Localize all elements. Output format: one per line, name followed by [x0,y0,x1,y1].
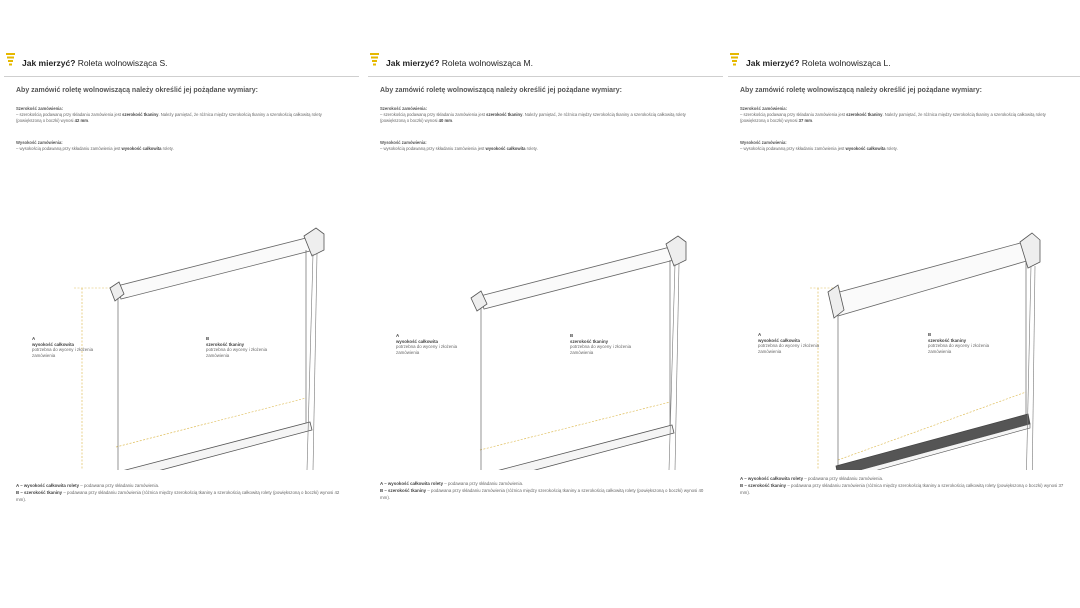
logo-icon [370,53,379,67]
roller-blind-drawing [728,170,1080,470]
logo-icon [6,53,15,67]
page-title: Jak mierzyć? Roleta wolnowisząca L. [746,58,891,68]
logo-icon [730,53,739,67]
label-b: B szerokość tkaniny potrzebna do wyceny i złożenia zamówienia [928,332,990,354]
label-b: B szerokość tkaniny potrzebna do wyceny i złożenia zamówienia [206,336,268,358]
footnote: A – wysokość całkowita rolety – podawana przy składaniu zamówienia. B – szerokość tkaniny – podawana przy składaniu zamówienia (różnica między szerokością tkaniny a szerokością całkowitą rolety (powiększoną o boczki) wynosi 42 mm). [16,483,340,502]
panel-header [4,50,359,77]
panel-roleta-l [728,50,1080,520]
panel-header [368,50,723,77]
intro-heading: Aby zamówić roletę wolnowiszącą należy określić jej pożądane wymiary: [740,87,982,94]
intro-heading: Aby zamówić roletę wolnowiszącą należy określić jej pożądane wymiary: [380,87,622,94]
label-b: B szerokość tkaniny potrzebna do wyceny i złożenia zamówienia [570,333,632,355]
height-section: Wysokość zamówienia: – wysokością podawaną przy składaniu zamówienia jest wysokość całkowita rolety. [380,140,538,152]
width-section: Szerokość zamówienia: – szerokością podawaną przy składaniu zamówienia jest szerokość tkaniny. Należy pamiętać, że różnica między szerokością tkaniny a szerokością całkowitą rolety (powiększoną o boczki) wynosi 40 mm. [380,106,686,124]
width-section: Szerokość zamówienia: – szerokością podawaną przy składaniu zamówienia jest szerokość tkaniny. Należy pamiętać, że różnica między szerokością tkaniny a szerokością całkowitą rolety (powiększoną o boczki) wynosi 42 mm. [16,106,322,124]
height-section: Wysokość zamówienia: – wysokością podawaną przy składaniu zamówienia jest wysokość całkowita rolety. [16,140,174,152]
footnote: A – wysokość całkowita rolety – podawana przy składaniu zamówienia. B – szerokość tkaniny – podawana przy składaniu zamówienia (różnica między szerokością tkaniny a szerokością całkowitą rolety (powiększoną o boczki) wynosi 40 mm). [380,481,704,500]
label-a: A wysokość całkowita potrzebna do wyceny i złożenia zamówienia [396,333,458,355]
panel-roleta-s [4,50,359,520]
page-title: Jak mierzyć? Roleta wolnowisząca S. [22,58,168,68]
roller-blind-drawing [368,170,723,470]
width-section: Szerokość zamówienia: – szerokością podawaną przy składaniu zamówienia jest szerokość tkaniny. Należy pamiętać, że różnica między szerokością tkaniny a szerokością całkowitą rolety (powiększoną o boczki) wynosi 37 mm. [740,106,1046,124]
roller-blind-drawing [4,170,359,470]
label-a: A wysokość całkowita potrzebna do wyceny i złożenia zamówienia [758,332,820,354]
panel-roleta-m [368,50,723,520]
height-section: Wysokość zamówienia: – wysokością podawaną przy składaniu zamówienia jest wysokość całkowita rolety. [740,140,898,152]
page-title: Jak mierzyć? Roleta wolnowisząca M. [386,58,533,68]
label-a: A wysokość całkowita potrzebna do wyceny i złożenia zamówienia [32,336,94,358]
footnote: A – wysokość całkowita rolety – podawana przy składaniu zamówienia. B – szerokość tkaniny – podawana przy składaniu zamówienia (różnica między szerokością tkaniny a szerokością całkowitą rolety (powiększoną o boczki) wynosi 37 mm). [740,476,1064,495]
intro-heading: Aby zamówić roletę wolnowiszącą należy określić jej pożądane wymiary: [16,87,258,94]
panel-header [728,50,1080,77]
